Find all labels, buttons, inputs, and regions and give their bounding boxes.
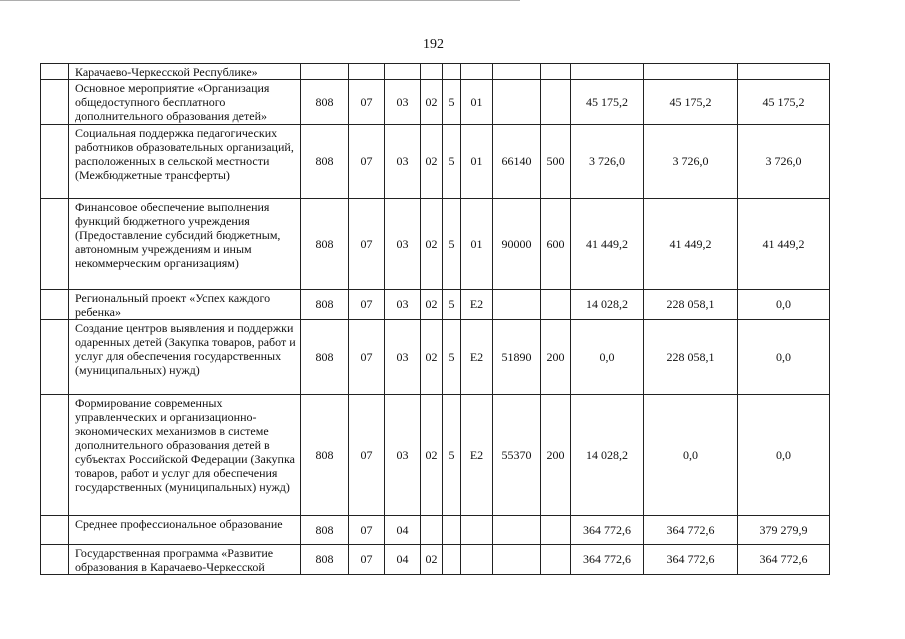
- y3-cell: 364 772,6: [738, 545, 830, 575]
- pr-cell: 03: [385, 320, 421, 395]
- p2-cell: [443, 64, 461, 80]
- p2-cell: 5: [443, 290, 461, 320]
- y1-cell: 41 449,2: [571, 199, 644, 290]
- vr-cell: 200: [541, 395, 571, 516]
- vr-cell: 500: [541, 125, 571, 199]
- y2-cell: 364 772,6: [644, 545, 738, 575]
- rz-cell: 07: [349, 516, 385, 545]
- ved-cell: 808: [301, 516, 349, 545]
- p1-cell: 02: [421, 80, 443, 125]
- item-name-cell: Среднее профессиональное образование: [69, 516, 301, 545]
- table-row: [41, 64, 830, 80]
- y1-cell: 45 175,2: [571, 80, 644, 125]
- y3-cell: 41 449,2: [738, 199, 830, 290]
- row-marker-cell: [41, 320, 69, 395]
- kcs-cell: [493, 64, 541, 80]
- vr-cell: [541, 64, 571, 80]
- kcs-cell: 55370: [493, 395, 541, 516]
- rz-cell: 07: [349, 199, 385, 290]
- y1-cell: 0,0: [571, 320, 644, 395]
- y2-cell: 364 772,6: [644, 516, 738, 545]
- y1-cell: 364 772,6: [571, 516, 644, 545]
- p3-cell: E2: [461, 395, 493, 516]
- scan-edge-line: [0, 0, 520, 4]
- y3-cell: 0,0: [738, 320, 830, 395]
- pr-cell: 03: [385, 290, 421, 320]
- p1-cell: [421, 516, 443, 545]
- y1-cell: 3 726,0: [571, 125, 644, 199]
- y1-cell: 14 028,2: [571, 290, 644, 320]
- vr-cell: [541, 80, 571, 125]
- row-marker-cell: [41, 290, 69, 320]
- pr-cell: 03: [385, 395, 421, 516]
- row-marker-cell: [41, 125, 69, 199]
- y3-cell: 0,0: [738, 290, 830, 320]
- item-name-cell: Государственная программа «Развитие образования в Карачаево-Черкесской: [69, 545, 301, 575]
- row-marker-cell: [41, 545, 69, 575]
- y2-cell: 0,0: [644, 395, 738, 516]
- kcs-cell: 51890: [493, 320, 541, 395]
- y2-cell: 3 726,0: [644, 125, 738, 199]
- item-name-cell: Создание центров выявления и поддержки одаренных детей (Закупка товаров, работ и услуг для обеспечения государственных (муниципальных) нужд): [69, 320, 301, 395]
- p2-cell: 5: [443, 320, 461, 395]
- p3-cell: E2: [461, 290, 493, 320]
- rz-cell: 07: [349, 545, 385, 575]
- p1-cell: 02: [421, 290, 443, 320]
- pr-cell: 03: [385, 125, 421, 199]
- kcs-cell: 90000: [493, 199, 541, 290]
- rz-cell: 07: [349, 80, 385, 125]
- item-name-cell: Региональный проект «Успех каждого ребенка»: [69, 290, 301, 320]
- p2-cell: 5: [443, 125, 461, 199]
- y2-cell: 41 449,2: [644, 199, 738, 290]
- p3-cell: 01: [461, 199, 493, 290]
- item-name-cell: Социальная поддержка педагогических работников образовательных организаций, расположенных в сельской местности (Межбюджетные трансферты): [69, 125, 301, 199]
- kcs-cell: [493, 290, 541, 320]
- p3-cell: E2: [461, 320, 493, 395]
- y1-cell: 364 772,6: [571, 545, 644, 575]
- ved-cell: 808: [301, 545, 349, 575]
- table-row: [41, 80, 830, 125]
- item-name-cell: Карачаево-Черкесской Республике»: [69, 64, 301, 80]
- row-marker-cell: [41, 64, 69, 80]
- table-row: [41, 516, 830, 545]
- ved-cell: 808: [301, 80, 349, 125]
- p1-cell: 02: [421, 395, 443, 516]
- rz-cell: 07: [349, 395, 385, 516]
- y3-cell: [738, 64, 830, 80]
- p1-cell: 02: [421, 125, 443, 199]
- kcs-cell: 66140: [493, 125, 541, 199]
- p1-cell: 02: [421, 199, 443, 290]
- p3-cell: [461, 545, 493, 575]
- y2-cell: 45 175,2: [644, 80, 738, 125]
- vr-cell: [541, 545, 571, 575]
- kcs-cell: [493, 545, 541, 575]
- vr-cell: [541, 516, 571, 545]
- pr-cell: 03: [385, 80, 421, 125]
- table-row: [41, 290, 830, 320]
- kcs-cell: [493, 516, 541, 545]
- y3-cell: 379 279,9: [738, 516, 830, 545]
- table-row: [41, 199, 830, 290]
- item-name-cell: Основное мероприятие «Организация общедоступного бесплатного дополнительного образования детей»: [69, 80, 301, 125]
- p3-cell: [461, 516, 493, 545]
- y2-cell: [644, 64, 738, 80]
- item-name-cell: Формирование современных управленческих и организационно-экономических механизмов в системе дополнительного образования детей в субъектах Российской Федерации (Закупка товаров, работ и услуг для обеспечения государственных (муниципальных) нужд): [69, 395, 301, 516]
- p1-cell: 02: [421, 320, 443, 395]
- page-number: 192: [423, 37, 444, 52]
- y2-cell: 228 058,1: [644, 290, 738, 320]
- ved-cell: 808: [301, 125, 349, 199]
- p2-cell: 5: [443, 395, 461, 516]
- budget-table-body: [41, 64, 830, 575]
- p2-cell: [443, 545, 461, 575]
- p2-cell: 5: [443, 80, 461, 125]
- row-marker-cell: [41, 199, 69, 290]
- y2-cell: 228 058,1: [644, 320, 738, 395]
- vr-cell: 200: [541, 320, 571, 395]
- y1-cell: [571, 64, 644, 80]
- ved-cell: 808: [301, 320, 349, 395]
- rz-cell: 07: [349, 290, 385, 320]
- y1-cell: 14 028,2: [571, 395, 644, 516]
- table-row: [41, 545, 830, 575]
- table-row: [41, 125, 830, 199]
- p2-cell: 5: [443, 199, 461, 290]
- p1-cell: [421, 64, 443, 80]
- y3-cell: 45 175,2: [738, 80, 830, 125]
- row-marker-cell: [41, 395, 69, 516]
- table-row: [41, 395, 830, 516]
- row-marker-cell: [41, 80, 69, 125]
- pr-cell: 04: [385, 545, 421, 575]
- vr-cell: 600: [541, 199, 571, 290]
- pr-cell: 04: [385, 516, 421, 545]
- y3-cell: 3 726,0: [738, 125, 830, 199]
- p1-cell: 02: [421, 545, 443, 575]
- vr-cell: [541, 290, 571, 320]
- pr-cell: [385, 64, 421, 80]
- ved-cell: 808: [301, 290, 349, 320]
- p2-cell: [443, 516, 461, 545]
- ved-cell: [301, 64, 349, 80]
- row-marker-cell: [41, 516, 69, 545]
- pr-cell: 03: [385, 199, 421, 290]
- rz-cell: 07: [349, 320, 385, 395]
- ved-cell: 808: [301, 395, 349, 516]
- table-row: [41, 320, 830, 395]
- item-name-cell: Финансовое обеспечение выполнения функций бюджетного учреждения (Предоставление субсидий бюджетным, автономным учреждениям и иным некоммерческим организациям): [69, 199, 301, 290]
- p3-cell: 01: [461, 125, 493, 199]
- rz-cell: 07: [349, 125, 385, 199]
- p3-cell: [461, 64, 493, 80]
- ved-cell: 808: [301, 199, 349, 290]
- y3-cell: 0,0: [738, 395, 830, 516]
- budget-table: [40, 63, 830, 575]
- p3-cell: 01: [461, 80, 493, 125]
- kcs-cell: [493, 80, 541, 125]
- rz-cell: [349, 64, 385, 80]
